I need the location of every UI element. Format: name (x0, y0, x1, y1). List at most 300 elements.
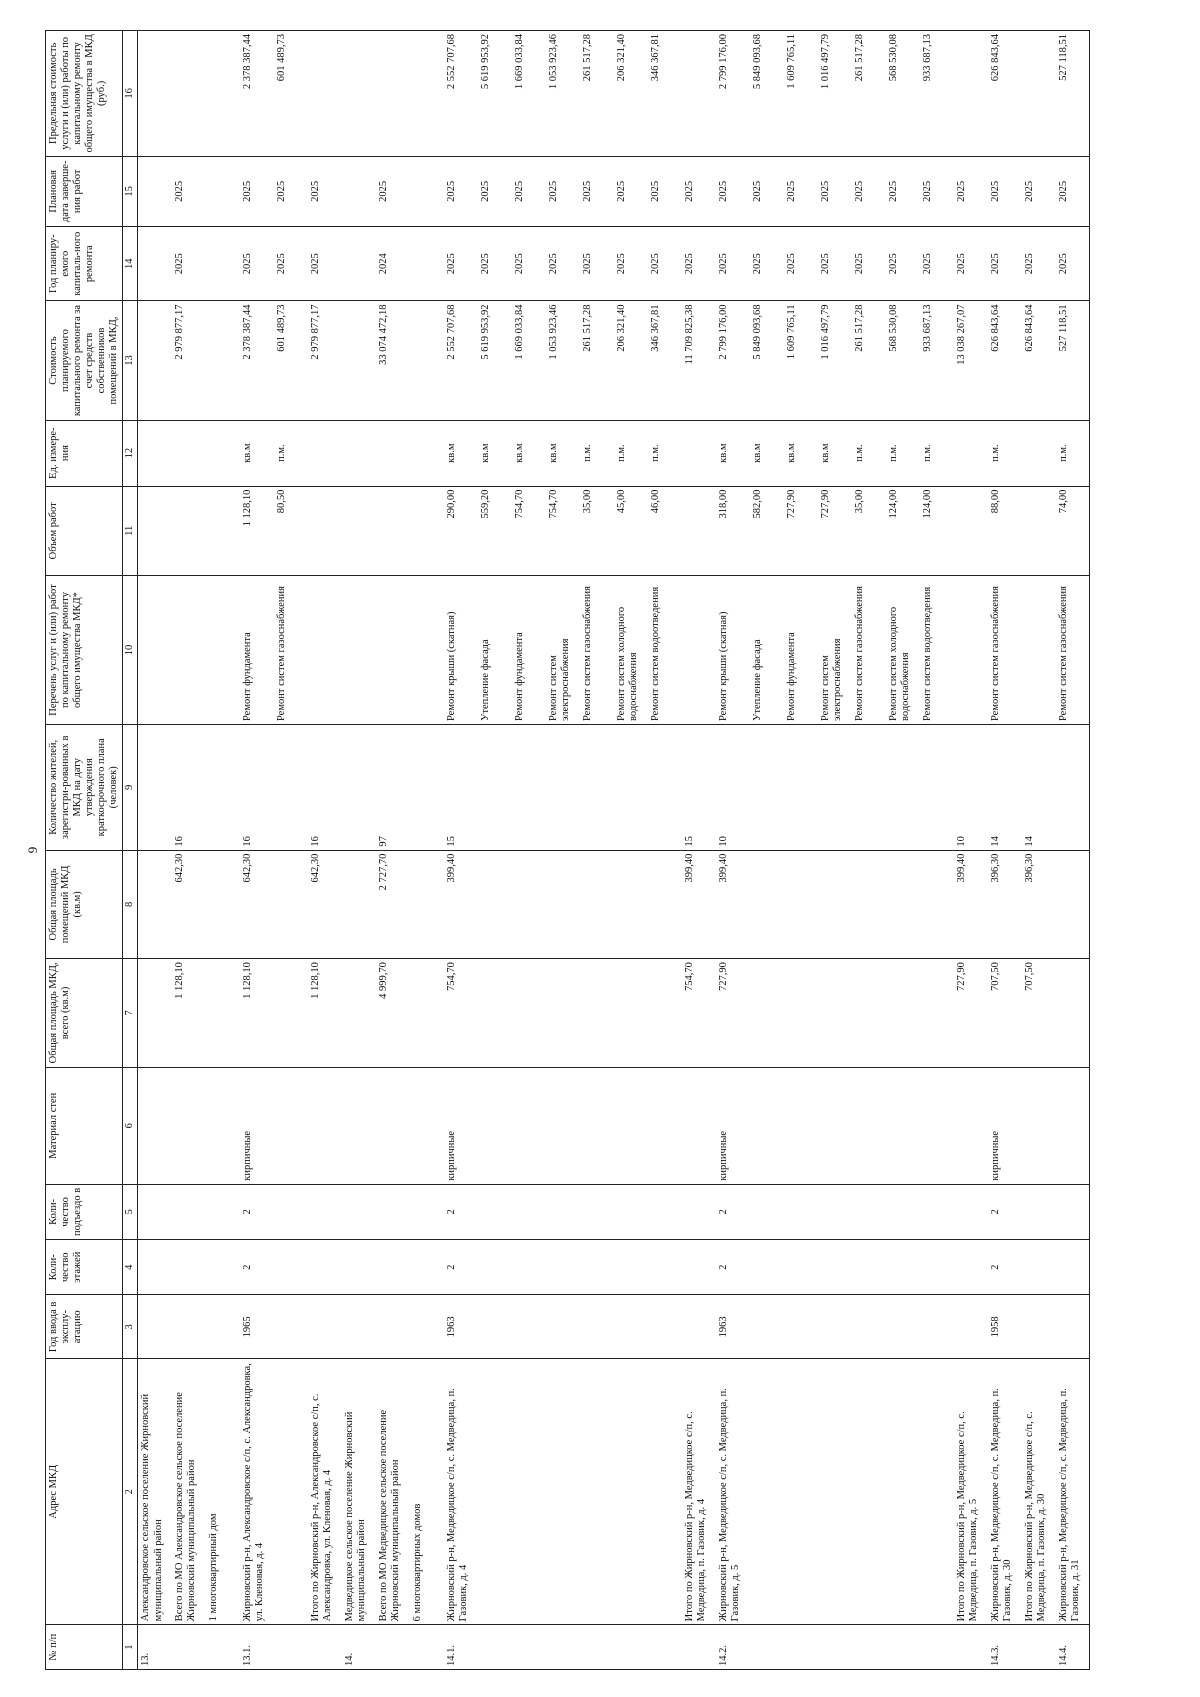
cell-end-date: 2025 (614, 156, 648, 226)
cell-premises-area: 396,30 (1022, 850, 1056, 959)
cell-row-number (920, 1625, 954, 1670)
cell-total-area: 707,50 (1022, 959, 1056, 1068)
cell-planned-cost (206, 301, 240, 420)
cell-end-date: 2025 (988, 156, 1022, 226)
cell-limit-cost: 5 849 093,68 (750, 31, 784, 157)
cell-residents: 16 (308, 725, 342, 851)
cell-row-number (1022, 1625, 1056, 1670)
cell-wall-material (580, 1067, 614, 1184)
cell-plan-year: 2025 (954, 226, 988, 301)
cell-unit: п.м. (920, 420, 954, 486)
cell-total-area (648, 959, 682, 1068)
cell-plan-year: 2025 (172, 226, 206, 301)
cell-end-date: 2025 (818, 156, 852, 226)
cell-planned-cost: 13 038 267,07 (954, 301, 988, 420)
cell-planned-cost: 1 016 497,79 (818, 301, 852, 420)
cell-entrances: 2 (240, 1184, 274, 1239)
cell-residents (784, 725, 818, 851)
cell-work-type: Ремонт систем газоснабжения (274, 576, 308, 725)
cell-end-date: 2025 (1056, 156, 1090, 226)
cell-year-built (580, 1295, 614, 1359)
cell-limit-cost: 601 489,73 (274, 31, 308, 157)
cell-address (546, 1359, 580, 1625)
cell-work-type (682, 576, 716, 725)
table-row (648, 31, 682, 1670)
cell-wall-material (784, 1067, 818, 1184)
cell-work-volume (376, 486, 410, 575)
cell-total-area (274, 959, 308, 1068)
cell-premises-area (648, 850, 682, 959)
cell-row-number (546, 1625, 580, 1670)
cell-total-area (478, 959, 512, 1068)
cell-address: Итого по Жирновский р-н, Медведицкое с/п, с. Медведица, п. Газовик, д. 5 (954, 1359, 988, 1625)
cell-residents (206, 725, 240, 851)
table-row (172, 31, 206, 1670)
cell-entrances (954, 1184, 988, 1239)
cell-end-date: 2025 (852, 156, 886, 226)
cell-planned-cost: 11 709 825,38 (682, 301, 716, 420)
column-number: 2 (123, 1359, 138, 1625)
cell-year-built (546, 1295, 580, 1359)
cell-work-volume: 88,00 (988, 486, 1022, 575)
cell-work-type: Ремонт крыши (скатная) (444, 576, 478, 725)
cell-unit (206, 420, 240, 486)
cell-unit (410, 420, 444, 486)
cell-residents (410, 725, 444, 851)
cell-floors (512, 1240, 546, 1295)
table-row (580, 31, 614, 1670)
cell-limit-cost: 568 530,08 (886, 31, 920, 157)
table-row (274, 31, 308, 1670)
cell-work-volume (954, 486, 988, 575)
cell-work-volume: 290,00 (444, 486, 478, 575)
cell-address: Медведицкое сельское поселение Жирновский муниципальный район (342, 1359, 376, 1625)
cell-floors (614, 1240, 648, 1295)
cell-plan-year (410, 226, 444, 301)
cell-row-number: 14. (342, 1625, 376, 1670)
table-row (886, 31, 920, 1670)
cell-address (580, 1359, 614, 1625)
table-row (920, 31, 954, 1670)
cell-unit (172, 420, 206, 486)
cell-entrances (1022, 1184, 1056, 1239)
cell-end-date (410, 156, 444, 226)
cell-year-built (750, 1295, 784, 1359)
cell-wall-material (376, 1067, 410, 1184)
cell-work-volume (138, 486, 172, 575)
cell-row-number (750, 1625, 784, 1670)
cell-year-built (784, 1295, 818, 1359)
cell-planned-cost: 1 053 923,46 (546, 301, 580, 420)
cell-entrances (478, 1184, 512, 1239)
cell-year-built (886, 1295, 920, 1359)
column-number: 15 (123, 156, 138, 226)
cell-wall-material (478, 1067, 512, 1184)
cell-plan-year: 2025 (614, 226, 648, 301)
column-header: Стоимость планируемого капитального ремонта за счет средств собственников помещений в МКД, (46, 301, 123, 420)
cell-unit (954, 420, 988, 486)
cell-year-built (648, 1295, 682, 1359)
cell-floors: 2 (444, 1240, 478, 1295)
cell-plan-year: 2025 (1022, 226, 1056, 301)
cell-row-number (206, 1625, 240, 1670)
cell-limit-cost: 2 799 176,00 (716, 31, 750, 157)
table-row (512, 31, 546, 1670)
column-number-row (123, 31, 138, 1670)
cell-residents (138, 725, 172, 851)
cell-total-area (1056, 959, 1090, 1068)
cell-work-volume: 45,00 (614, 486, 648, 575)
cell-residents: 14 (988, 725, 1022, 851)
cell-floors (376, 1240, 410, 1295)
cell-row-number (648, 1625, 682, 1670)
cell-residents (478, 725, 512, 851)
cell-address (512, 1359, 546, 1625)
cell-address (648, 1359, 682, 1625)
cell-work-type: Ремонт фундамента (240, 576, 274, 725)
cell-planned-cost: 527 118,51 (1056, 301, 1090, 420)
cell-unit (138, 420, 172, 486)
cell-plan-year (206, 226, 240, 301)
cell-end-date (342, 156, 376, 226)
cell-work-type (342, 576, 376, 725)
cell-total-area: 727,90 (716, 959, 750, 1068)
cell-premises-area (614, 850, 648, 959)
cell-residents (1056, 725, 1090, 851)
cell-total-area: 754,70 (444, 959, 478, 1068)
column-header: № п/п (46, 1625, 123, 1670)
table-row (682, 31, 716, 1670)
cell-premises-area (206, 850, 240, 959)
cell-planned-cost (410, 301, 444, 420)
cell-floors (206, 1240, 240, 1295)
cell-unit: п.м. (614, 420, 648, 486)
cell-entrances: 2 (716, 1184, 750, 1239)
cell-end-date: 2025 (274, 156, 308, 226)
cell-total-area: 4 999,70 (376, 959, 410, 1068)
cell-wall-material: кирпичные (240, 1067, 274, 1184)
cell-work-volume: 754,70 (546, 486, 580, 575)
cell-plan-year: 2025 (240, 226, 274, 301)
cell-unit: п.м. (1056, 420, 1090, 486)
cell-work-volume: 318,00 (716, 486, 750, 575)
cell-residents (886, 725, 920, 851)
cell-end-date: 2025 (716, 156, 750, 226)
column-number: 5 (123, 1184, 138, 1239)
cell-work-volume: 46,00 (648, 486, 682, 575)
cell-plan-year: 2025 (716, 226, 750, 301)
cell-work-type (410, 576, 444, 725)
cell-entrances (512, 1184, 546, 1239)
column-number: 9 (123, 725, 138, 851)
cell-floors (920, 1240, 954, 1295)
cell-planned-cost: 626 843,64 (1022, 301, 1056, 420)
table-row (410, 31, 444, 1670)
cell-total-area: 727,90 (954, 959, 988, 1068)
cell-end-date: 2025 (750, 156, 784, 226)
cell-residents: 10 (954, 725, 988, 851)
cell-premises-area: 642,30 (240, 850, 274, 959)
cell-limit-cost (1022, 31, 1056, 157)
cell-premises-area (274, 850, 308, 959)
column-number: 8 (123, 850, 138, 959)
cell-limit-cost: 261 517,28 (852, 31, 886, 157)
cell-address: Жирновский р-н, Александровское с/п, с. Александровка, ул. Кленовая, д. 4 (240, 1359, 274, 1625)
cell-wall-material (920, 1067, 954, 1184)
cell-end-date: 2025 (886, 156, 920, 226)
cell-planned-cost: 2 979 877,17 (172, 301, 206, 420)
cell-plan-year: 2025 (580, 226, 614, 301)
cell-total-area (920, 959, 954, 1068)
cell-limit-cost: 346 367,81 (648, 31, 682, 157)
cell-premises-area: 642,30 (172, 850, 206, 959)
cell-row-number: 13.1. (240, 1625, 274, 1670)
cell-wall-material (614, 1067, 648, 1184)
cell-total-area (886, 959, 920, 1068)
cell-work-type: Утепление фасада (478, 576, 512, 725)
cell-entrances (886, 1184, 920, 1239)
cell-wall-material (172, 1067, 206, 1184)
cell-premises-area (138, 850, 172, 959)
cell-residents: 15 (444, 725, 478, 851)
cell-end-date: 2025 (1022, 156, 1056, 226)
cell-work-type: Ремонт систем газоснабжения (1056, 576, 1090, 725)
cell-premises-area (886, 850, 920, 959)
cell-premises-area: 399,40 (954, 850, 988, 959)
cell-work-type (308, 576, 342, 725)
cell-year-built: 1958 (988, 1295, 1022, 1359)
cell-wall-material (512, 1067, 546, 1184)
column-number: 4 (123, 1240, 138, 1295)
cell-limit-cost (410, 31, 444, 157)
column-header: Объем работ (46, 486, 123, 575)
cell-unit: кв.м (716, 420, 750, 486)
cell-total-area (580, 959, 614, 1068)
table-row (376, 31, 410, 1670)
cell-planned-cost: 261 517,28 (580, 301, 614, 420)
column-number: 13 (123, 301, 138, 420)
cell-premises-area (750, 850, 784, 959)
cell-plan-year: 2025 (546, 226, 580, 301)
cell-wall-material: кирпичные (716, 1067, 750, 1184)
cell-plan-year: 2025 (682, 226, 716, 301)
cell-year-built (614, 1295, 648, 1359)
cell-year-built (342, 1295, 376, 1359)
cell-work-type: Ремонт крыши (скатная) (716, 576, 750, 725)
cell-unit (376, 420, 410, 486)
cell-plan-year: 2025 (784, 226, 818, 301)
cell-residents: 16 (240, 725, 274, 851)
table-body (138, 31, 1090, 1670)
cell-work-type (1022, 576, 1056, 725)
cell-row-number (512, 1625, 546, 1670)
cell-entrances (682, 1184, 716, 1239)
cell-planned-cost: 2 979 877,17 (308, 301, 342, 420)
cell-limit-cost (682, 31, 716, 157)
cell-limit-cost (342, 31, 376, 157)
cell-residents (818, 725, 852, 851)
cell-floors (1056, 1240, 1090, 1295)
cell-planned-cost: 626 843,64 (988, 301, 1022, 420)
cell-residents: 10 (716, 725, 750, 851)
cell-planned-cost: 206 321,40 (614, 301, 648, 420)
cell-unit: кв.м (240, 420, 274, 486)
cell-planned-cost: 2 552 707,68 (444, 301, 478, 420)
column-header: Перечень услуг и (или) работ по капитальному ремонту общего имущества МКД* (46, 576, 123, 725)
cell-end-date: 2025 (478, 156, 512, 226)
cell-limit-cost: 1 669 033,84 (512, 31, 546, 157)
cell-end-date: 2025 (172, 156, 206, 226)
cell-planned-cost: 601 489,73 (274, 301, 308, 420)
cell-planned-cost: 1 669 033,84 (512, 301, 546, 420)
cell-row-number (274, 1625, 308, 1670)
cell-row-number: 13. (138, 1625, 172, 1670)
cell-row-number (410, 1625, 444, 1670)
cell-address (818, 1359, 852, 1625)
cell-year-built (376, 1295, 410, 1359)
cell-plan-year: 2025 (512, 226, 546, 301)
cell-premises-area (852, 850, 886, 959)
cell-address (920, 1359, 954, 1625)
cell-work-type: Ремонт систем газоснабжения (852, 576, 886, 725)
cell-year-built (852, 1295, 886, 1359)
cell-floors: 2 (988, 1240, 1022, 1295)
cell-wall-material (342, 1067, 376, 1184)
cell-work-volume: 754,70 (512, 486, 546, 575)
cell-work-volume (172, 486, 206, 575)
column-number: 12 (123, 420, 138, 486)
cell-limit-cost: 1 053 923,46 (546, 31, 580, 157)
column-number: 16 (123, 31, 138, 157)
column-header: Год планиру-емого капиталь-ного ремонта (46, 226, 123, 301)
cell-work-type (206, 576, 240, 725)
cell-entrances (1056, 1184, 1090, 1239)
cell-entrances (750, 1184, 784, 1239)
cell-year-built (682, 1295, 716, 1359)
cell-wall-material: кирпичные (444, 1067, 478, 1184)
cell-planned-cost (342, 301, 376, 420)
cell-work-volume: 124,00 (920, 486, 954, 575)
cell-unit: кв.м (546, 420, 580, 486)
table-row (240, 31, 274, 1670)
cell-total-area (818, 959, 852, 1068)
cell-year-built: 1965 (240, 1295, 274, 1359)
cell-end-date (206, 156, 240, 226)
cell-total-area (546, 959, 580, 1068)
cell-floors (648, 1240, 682, 1295)
cell-row-number: 14.2. (716, 1625, 750, 1670)
cell-work-volume (308, 486, 342, 575)
cell-premises-area (1056, 850, 1090, 959)
cell-address: Жирновский р-н, Медведицкое с/п, с. Медведица, п. Газовик, д. 4 (444, 1359, 478, 1625)
cell-residents (920, 725, 954, 851)
table-row (852, 31, 886, 1670)
cell-work-volume: 80,50 (274, 486, 308, 575)
cell-limit-cost: 2 378 387,44 (240, 31, 274, 157)
cell-year-built (920, 1295, 954, 1359)
cell-plan-year: 2025 (818, 226, 852, 301)
cell-work-type (172, 576, 206, 725)
cell-work-type: Ремонт фундамента (512, 576, 546, 725)
cell-entrances (852, 1184, 886, 1239)
cell-total-area (852, 959, 886, 1068)
table-row (614, 31, 648, 1670)
column-header: Ед. измере-ния (46, 420, 123, 486)
cell-total-area (784, 959, 818, 1068)
cell-work-volume: 74,00 (1056, 486, 1090, 575)
cell-limit-cost: 1 016 497,79 (818, 31, 852, 157)
cell-unit: п.м. (580, 420, 614, 486)
cell-unit: п.м. (648, 420, 682, 486)
cell-entrances (648, 1184, 682, 1239)
cell-total-area: 754,70 (682, 959, 716, 1068)
cell-unit: кв.м (818, 420, 852, 486)
cell-wall-material (852, 1067, 886, 1184)
cell-row-number (308, 1625, 342, 1670)
cell-limit-cost (138, 31, 172, 157)
table-row (716, 31, 750, 1670)
cell-address (274, 1359, 308, 1625)
cell-year-built (818, 1295, 852, 1359)
cell-unit (308, 420, 342, 486)
column-header: Количество жителей, зарегистри-рованных в МКД на дату утверждения краткосрочного плана (человек) (46, 725, 123, 851)
cell-residents (750, 725, 784, 851)
cell-address: Жирновский р-н, Медведицкое с/п, с. Медведица, п. Газовик, д. 5 (716, 1359, 750, 1625)
cell-work-volume: 35,00 (852, 486, 886, 575)
column-header: Коли-чество этажей (46, 1240, 123, 1295)
cell-wall-material: кирпичные (988, 1067, 1022, 1184)
cell-row-number (954, 1625, 988, 1670)
cell-year-built (954, 1295, 988, 1359)
table-header (46, 31, 138, 1670)
cell-row-number: 14.3. (988, 1625, 1022, 1670)
cell-row-number: 14.1. (444, 1625, 478, 1670)
cell-unit (682, 420, 716, 486)
cell-premises-area (784, 850, 818, 959)
cell-plan-year (138, 226, 172, 301)
cell-year-built: 1963 (716, 1295, 750, 1359)
cell-total-area (206, 959, 240, 1068)
cell-work-volume: 559,20 (478, 486, 512, 575)
cell-work-volume (1022, 486, 1056, 575)
cell-entrances (818, 1184, 852, 1239)
cell-residents: 16 (172, 725, 206, 851)
cell-residents (274, 725, 308, 851)
cell-entrances (614, 1184, 648, 1239)
cell-row-number (376, 1625, 410, 1670)
cell-wall-material (546, 1067, 580, 1184)
cell-planned-cost: 346 367,81 (648, 301, 682, 420)
cell-address: 6 многоквартирных домов (410, 1359, 444, 1625)
cell-year-built (172, 1295, 206, 1359)
column-header: Общая площадь МКД, всего (кв.м) (46, 959, 123, 1068)
cell-limit-cost: 1 609 765,11 (784, 31, 818, 157)
cell-premises-area (512, 850, 546, 959)
cell-year-built (206, 1295, 240, 1359)
cell-work-volume: 727,90 (784, 486, 818, 575)
cell-unit (1022, 420, 1056, 486)
cell-premises-area (478, 850, 512, 959)
cell-end-date: 2025 (580, 156, 614, 226)
cell-floors (886, 1240, 920, 1295)
cell-premises-area: 399,40 (716, 850, 750, 959)
cell-floors (172, 1240, 206, 1295)
cell-total-area (512, 959, 546, 1068)
cell-total-area: 707,50 (988, 959, 1022, 1068)
cell-residents (512, 725, 546, 851)
cell-limit-cost: 527 118,51 (1056, 31, 1090, 157)
cell-wall-material (682, 1067, 716, 1184)
